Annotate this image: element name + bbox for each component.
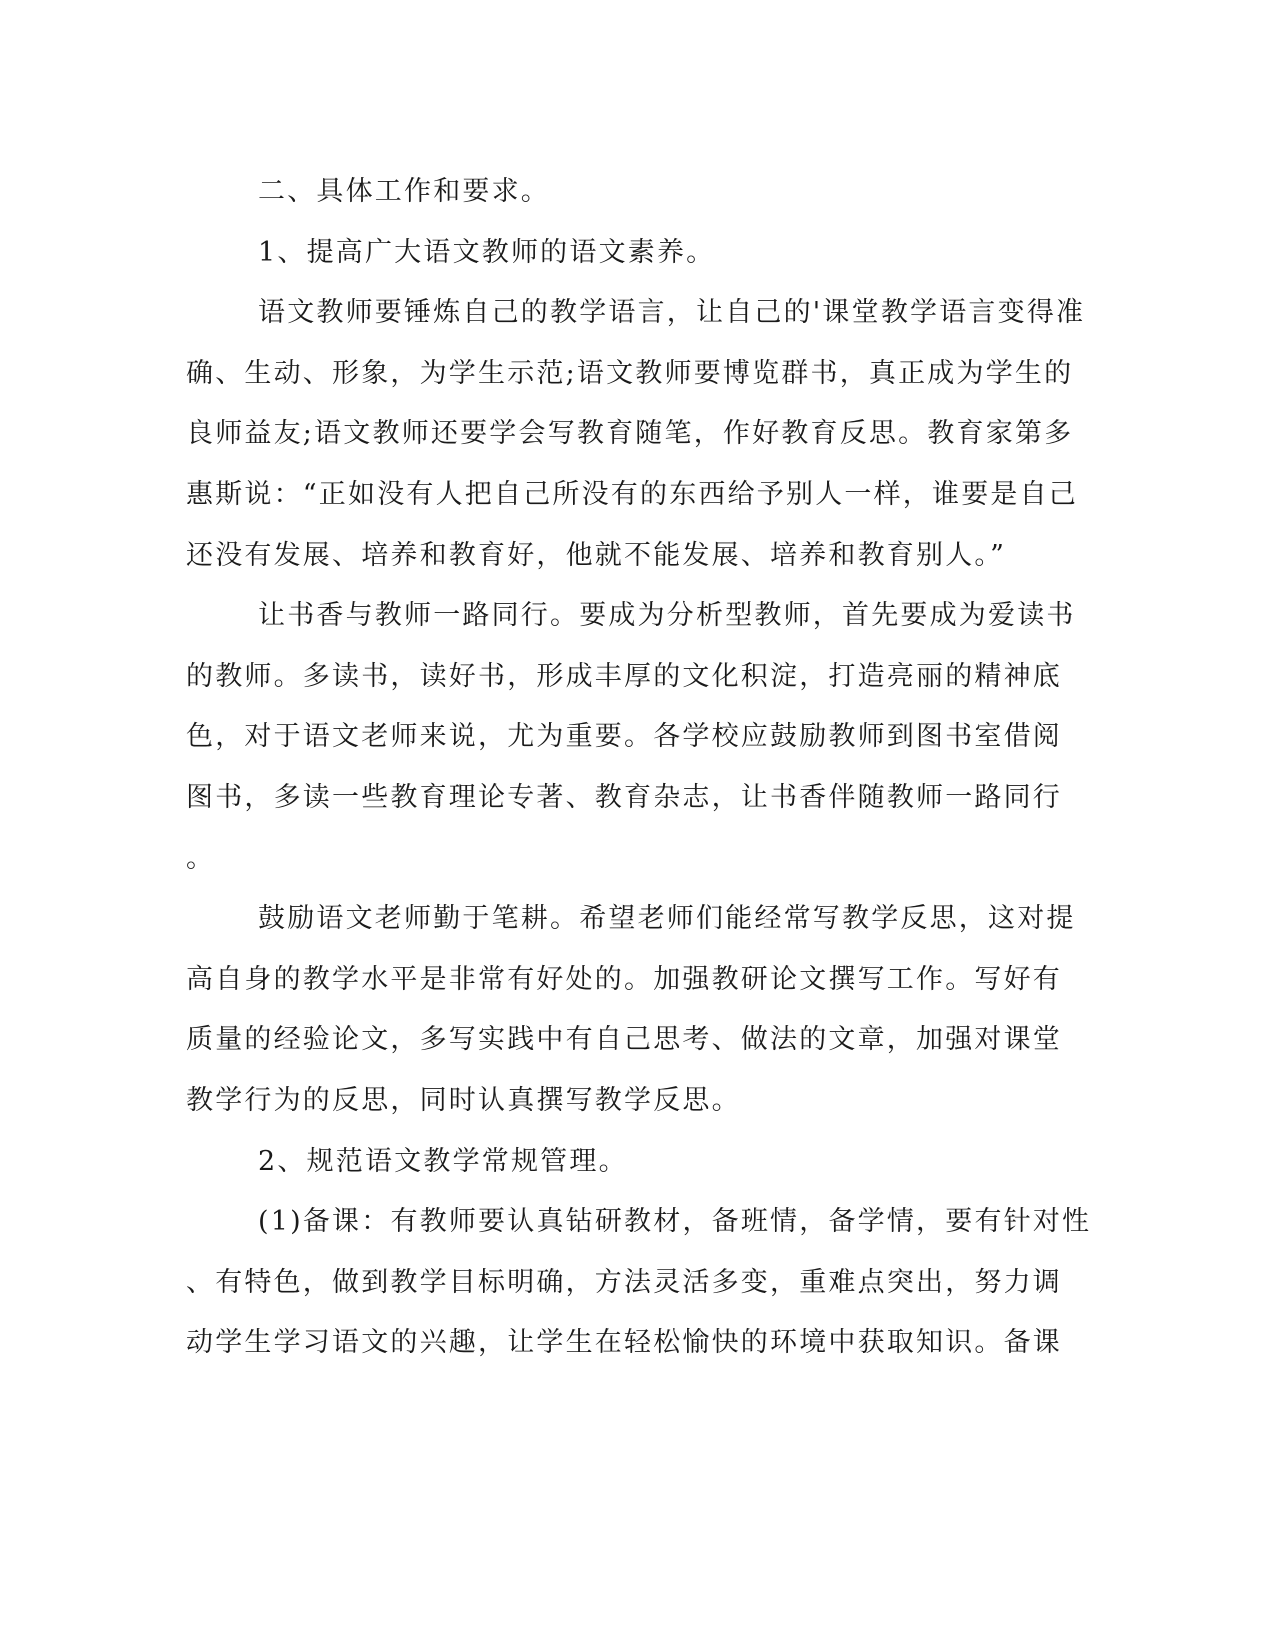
paragraph-line: 鼓励语文老师勤于笔耕。希望老师们能经常写教学反思，这对提	[258, 903, 1076, 935]
paragraph-line: 良师益友;语文教师还要学会写教育随笔，作好教育反思。教育家第多	[186, 418, 1074, 450]
subsection-heading: 1、提高广大语文教师的语文素养。	[258, 236, 716, 268]
paragraph-line: 动学生学习语文的兴趣，让学生在轻松愉快的环境中获取知识。备课	[186, 1327, 1062, 1359]
paragraph-line: 、有特色，做到教学目标明确，方法灵活多变，重难点突出，努力调	[186, 1266, 1062, 1298]
paragraph-line: 让书香与教师一路同行。要成为分析型教师，首先要成为爱读书	[258, 600, 1076, 632]
paragraph-line: 语文教师要锤炼自己的教学语言，让自己的'课堂教学语言变得准	[258, 297, 1086, 329]
paragraph-line: 确、生动、形象，为学生示范;语文教师要博览群书，真正成为学生的	[186, 357, 1074, 389]
paragraph-line: (1)备课：有教师要认真钻研教材，备班情，备学情，要有针对性	[258, 1206, 1092, 1238]
paragraph-line: 高自身的教学水平是非常有好处的。加强教研论文撰写工作。写好有	[186, 963, 1062, 995]
paragraph-line: 还没有发展、培养和教育好，他就不能发展、培养和教育别人。”	[186, 539, 1007, 571]
paragraph-line: 。	[186, 842, 216, 874]
paragraph-line: 教学行为的反思，同时认真撰写教学反思。	[186, 1084, 741, 1116]
paragraph-line: 质量的经验论文，多写实践中有自己思考、做法的文章，加强对课堂	[186, 1024, 1062, 1056]
document-body	[186, 162, 1092, 1374]
paragraph-line: 惠斯说：“正如没有人把自己所没有的东西给予别人一样，谁要是自己	[186, 478, 1079, 510]
subsection-heading: 2、规范语文教学常规管理。	[258, 1145, 628, 1177]
paragraph-line: 色，对于语文老师来说，尤为重要。各学校应鼓励教师到图书室借阅	[186, 721, 1062, 753]
section-heading: 二、具体工作和要求。	[258, 176, 550, 207]
paragraph-line: 的教师。多读书，读好书，形成丰厚的文化积淀，打造亮丽的精神底	[186, 660, 1062, 692]
paragraph-line: 图书，多读一些教育理论专著、教育杂志，让书香伴随教师一路同行	[186, 781, 1062, 813]
